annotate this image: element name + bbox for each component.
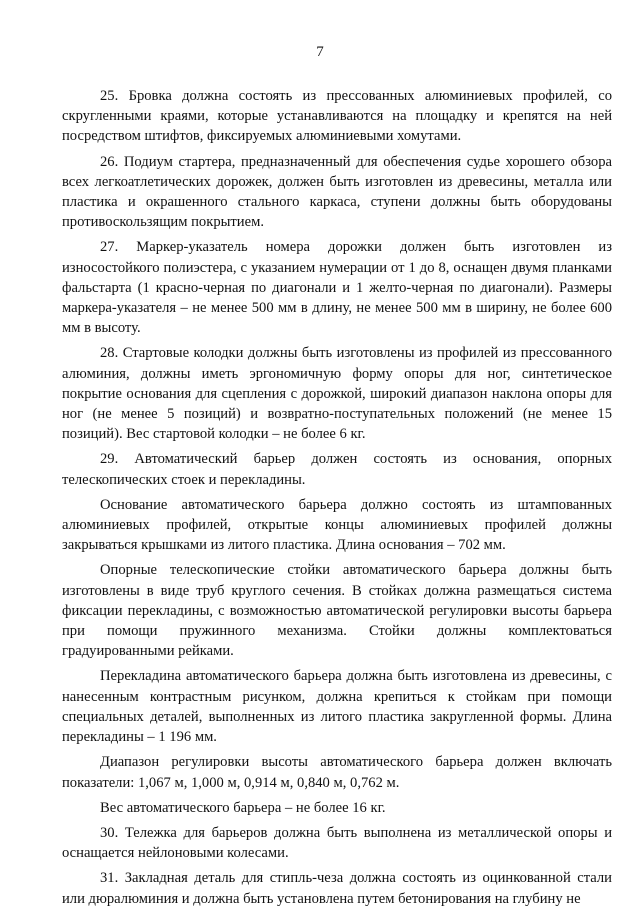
paragraph-hurdle-base: Основание автоматического барьера должно состоять из штампованных алюминиевых профилей, открытые концы алюминиевых профилей должны закрываться крышками из литого пластика. Длина основания – 702 мм. bbox=[62, 496, 612, 554]
paragraph-30-hurdle-cart: 30. Тележка для барьеров должна быть выполнена из металлической опоры и оснащается нейлоновыми колесами. bbox=[62, 824, 612, 862]
paragraph-26-starter-podium: 26. Подиум стартера, предназначенный для обеспечения судье хорошего обзора всех легкоатлетических дорожек, должен быть изготовлен из древесины, металла или пластика и окрашенного стального каркаса, ступени должны быть оборудованы противоскользящим покрытием. bbox=[62, 153, 612, 231]
paragraph-25-curb: 25. Бровка должна состоять из прессованных алюминиевых профилей, со скругленными краями, которые устанавливаются на площадку и крепятся на ней посредством штифтов, фиксируемых алюминиевыми хомутами. bbox=[62, 88, 612, 145]
document-body bbox=[62, 86, 612, 914]
paragraph-29-automatic-hurdle: 29. Автоматический барьер должен состоять из основания, опорных телескопических стоек и перекладины. bbox=[62, 451, 612, 488]
paragraph-hurdle-crossbar: Перекладина автоматического барьера должна быть изготовлена из древесины, с нанесенным контрастным рисунком, должна крепиться к стойкам при помощи специальных деталей, выполненных из литого пластика закругленной формы. Длина перекладины – 1 196 мм. bbox=[62, 668, 612, 746]
page-number: 7 bbox=[316, 44, 324, 60]
paragraph-31-steeplechase-insert: 31. Закладная деталь для стипль-чеза должна состоять из оцинкованной стали или дюралюминия и должна быть установлена путем бетонирования на глубину не bbox=[62, 870, 612, 907]
paragraph-27-lane-marker: 27. Маркер-указатель номера дорожки должен быть изготовлен из износостойкого полиэстера, с указанием нумерации от 1 до 8, оснащен двумя планками фальстарта (1 красно-черная по диагонали и 1 желто-черная по диагонали). Размеры маркера-указателя – не менее 500 мм в длину, не менее 500 мм в ширину, не более 600 мм в высоту. bbox=[62, 239, 612, 337]
paragraph-hurdle-weight: Вес автоматического барьера – не более 16 кг. bbox=[100, 799, 386, 816]
paragraph-hurdle-uprights: Опорные телескопические стойки автоматического барьера должны быть изготовлены в виде труб круглого сечения. В стойках должна размещаться система фиксации перекладины, с возможностью автоматической регулировки высоты барьера при помощи пружинного механизма. Стойки должны комплектоваться градуированными рейками. bbox=[62, 562, 612, 660]
paragraph-hurdle-height-range: Диапазон регулировки высоты автоматического барьера должен включать показатели: 1,067 м, 1,000 м, 0,914 м, 0,840 м, 0,762 м. bbox=[62, 754, 612, 791]
paragraph-28-starting-blocks: 28. Стартовые колодки должны быть изготовлены из профилей из прессованного алюминия, должны иметь эргономичную форму опоры для ног, синтетическое покрытие основания для сцепления с дорожкой, широкий диапазон наклона опоры для ног (не менее 5 позиций) и возвратно-поступательных положений (не менее 15 позиций). Вес стартовой колодки – не более 6 кг. bbox=[62, 345, 612, 443]
